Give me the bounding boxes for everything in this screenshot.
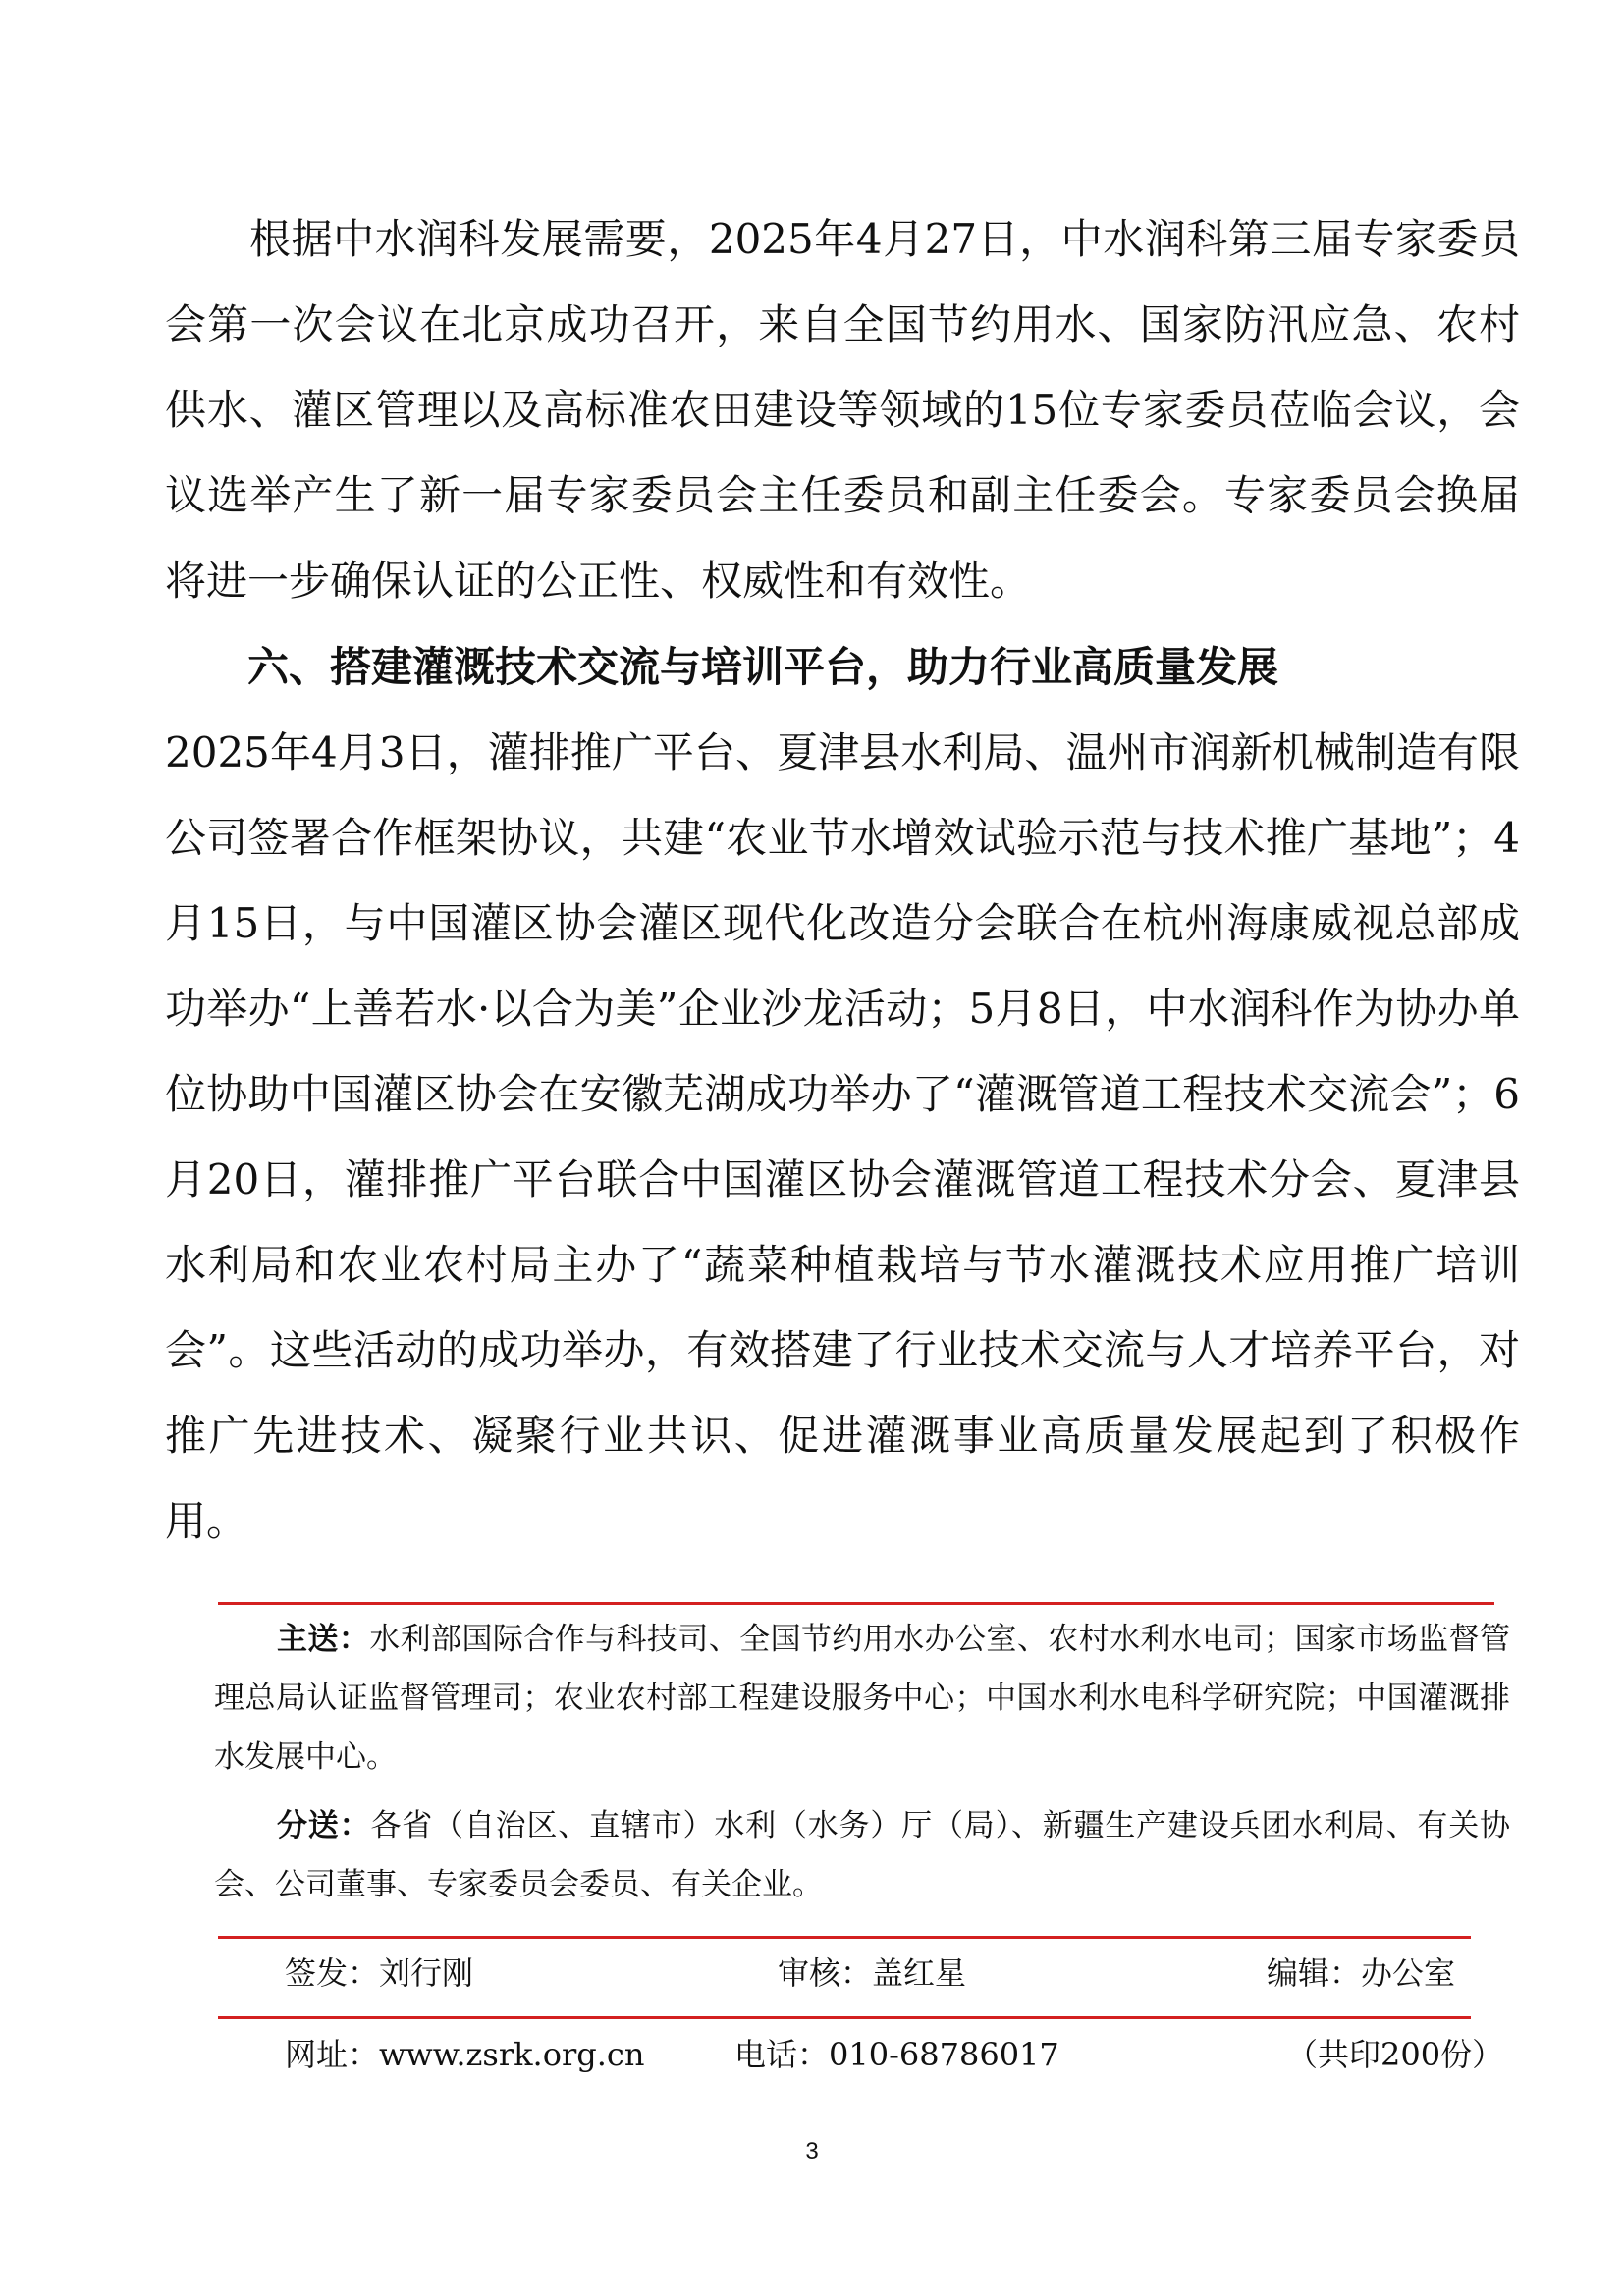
distribution-main-label: 主送： [277, 1622, 370, 1657]
distribution-copy-text: 各省（自治区、直辖市）水利（水务）厅（局）、新疆生产建设兵团水利局、有关协会、公司董事、专家委员会委员、有关企业。 [214, 1808, 1511, 1902]
distribution-copy-label: 分送： [277, 1808, 371, 1843]
distribution-main-text: 水利部国际合作与科技司、全国节约用水办公室、农村水利水电司；国家市场监督管理总局认证监督管理司；农业农村部工程建设服务中心；中国水利水电科学研究院；中国灌溉排水发展中心。 [214, 1622, 1510, 1775]
section-heading: 六、搭建灌溉技术交流与培训平台，助力行业高质量发展 [247, 643, 1279, 691]
red-divider [218, 1936, 1471, 1939]
website: 网址：www.zsrk.org.cn [285, 2036, 645, 2073]
signed-by: 签发：刘行刚 [285, 1954, 474, 1992]
print-copies: （共印200份） [1286, 2036, 1504, 2073]
phone: 电话：010-68786017 [734, 2036, 1059, 2073]
distribution-main [214, 1610, 1510, 1787]
reviewed-by: 审核：盖红星 [778, 1954, 967, 1992]
body-paragraph: 2025年4月3日，灌排推广平台、夏津县水利局、温州市润新机械制造有限公司签署合作框架协议，共建“农业节水增效试验示范与技术推广基地”；4月15日，与中国灌区协会灌区现代化改造分会联合在杭州海康威视总部成功举办“上善若水·以合为美”企业沙龙活动；5月8日，中水润科作为协办单位协助中国灌区协会在安徽芜湖成功举办了“灌溉管道工程技术交流会”；6月20日，灌排推广平台联合中国灌区协会灌溉管道工程技术分会、夏津县水利局和农业农村局主办了“蔬菜种植栽培与节水灌溉技术应用推广培训会”。这些活动的成功举办，有效搭建了行业技术交流与人才培养平台，对推广先进技术、凝聚行业共识、促进灌溉事业高质量发展起到了积极作用。 [165, 728, 1520, 1545]
body-paragraph: 根据中水润科发展需要，2025年4月27日，中水润科第三届专家委员会第一次会议在北京成功召开，来自全国节约用水、国家防汛应急、农村供水、灌区管理以及高标准农田建设等领域的15位专家委员莅临会议，会议选举产生了新一届专家委员会主任委员和副主任委会。专家委员会换届将进一步确保认证的公正性、权威性和有效性。 [165, 215, 1520, 605]
red-divider [218, 1602, 1494, 1605]
page-number: 3 [805, 2138, 819, 2164]
distribution-copy [214, 1796, 1510, 1914]
red-divider [218, 2016, 1471, 2019]
editor: 编辑：办公室 [1267, 1954, 1456, 1992]
